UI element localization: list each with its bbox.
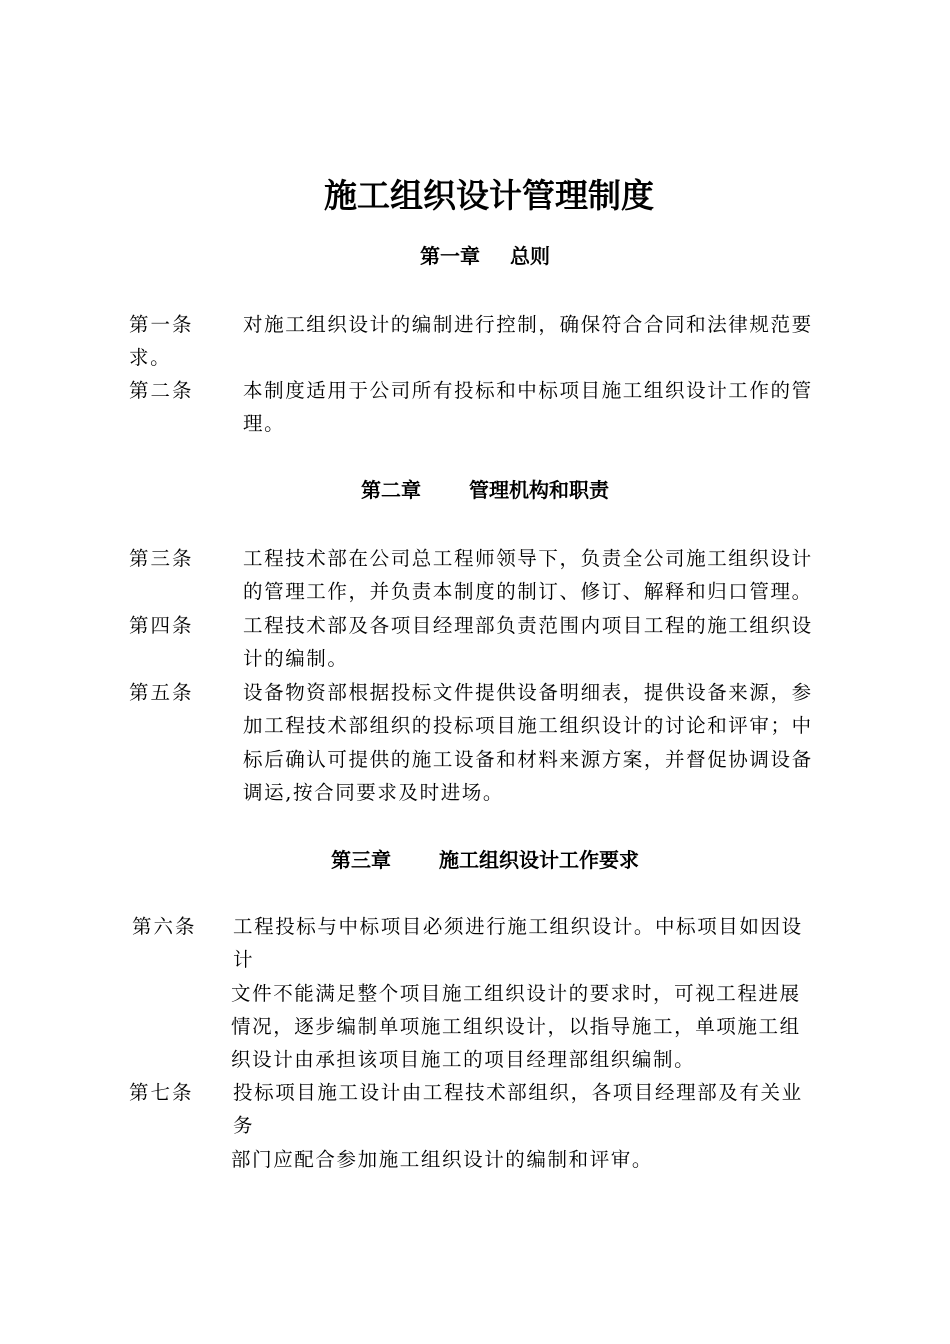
article-line: 工程技术部在公司总工程师领导下，负责全公司施工组织设计 <box>243 547 813 570</box>
article-number: 第五条 <box>129 681 194 704</box>
article-line: 情况，逐步编制单项施工组织设计，以指导施工，单项施工组 <box>231 1015 801 1038</box>
article-line: 计 <box>233 948 255 971</box>
article-line: 部门应配合参加施工组织设计的编制和评审。 <box>231 1148 654 1171</box>
article-line: 工程投标与中标项目必须进行施工组织设计。中标项目如因设 <box>233 915 803 938</box>
chapter-name: 总则 <box>510 244 550 268</box>
chapter-heading <box>0 474 950 503</box>
chapter-heading <box>0 240 950 269</box>
article-line: 织设计由承担该项目施工的项目经理部组织编制。 <box>231 1048 696 1071</box>
article-line: 调运,按合同要求及时进场。 <box>243 781 504 804</box>
chapter-label: 第三章 <box>331 848 391 872</box>
chapter-heading <box>0 844 950 873</box>
article-line: 的管理工作，并负责本制度的制订、修订、解释和归口管理。 <box>243 580 813 603</box>
article-line: 求。 <box>129 346 172 369</box>
article-line: 文件不能满足整个项目施工组织设计的要求时，可视工程进展 <box>231 982 801 1005</box>
article-number: 第一条 <box>129 313 194 336</box>
article-line: 务 <box>233 1114 255 1137</box>
article-number: 第三条 <box>129 547 194 570</box>
article-number: 第七条 <box>129 1081 194 1104</box>
article-line: 设备物资部根据投标文件提供设备明细表，提供设备来源，参 <box>243 681 813 704</box>
article-number: 第二条 <box>129 379 194 402</box>
article-line: 对施工组织设计的编制进行控制，确保符合合同和法律规范要 <box>243 313 813 336</box>
document-title: 施工组织设计管理制度 <box>324 176 654 215</box>
article-number: 第六条 <box>132 915 197 938</box>
chapter-name: 管理机构和职责 <box>469 478 609 502</box>
chapter-label: 第二章 <box>361 478 421 502</box>
article-number: 第四条 <box>129 614 194 637</box>
article-line: 工程技术部及各项目经理部负责范围内项目工程的施工组织设 <box>243 614 813 637</box>
article-line: 本制度适用于公司所有投标和中标项目施工组织设计工作的管 <box>243 379 813 402</box>
article-line: 计的编制。 <box>243 647 349 670</box>
article-line: 加工程技术部组织的投标项目施工组织设计的讨论和评审；中 <box>243 714 813 737</box>
chapter-name: 施工组织设计工作要求 <box>439 848 639 872</box>
article-line: 投标项目施工设计由工程技术部组织，各项目经理部及有关业 <box>233 1081 803 1104</box>
article-line: 标后确认可提供的施工设备和材料来源方案，并督促协调设备 <box>243 748 813 771</box>
chapter-label: 第一章 <box>420 244 480 268</box>
article-line: 理。 <box>243 412 286 435</box>
